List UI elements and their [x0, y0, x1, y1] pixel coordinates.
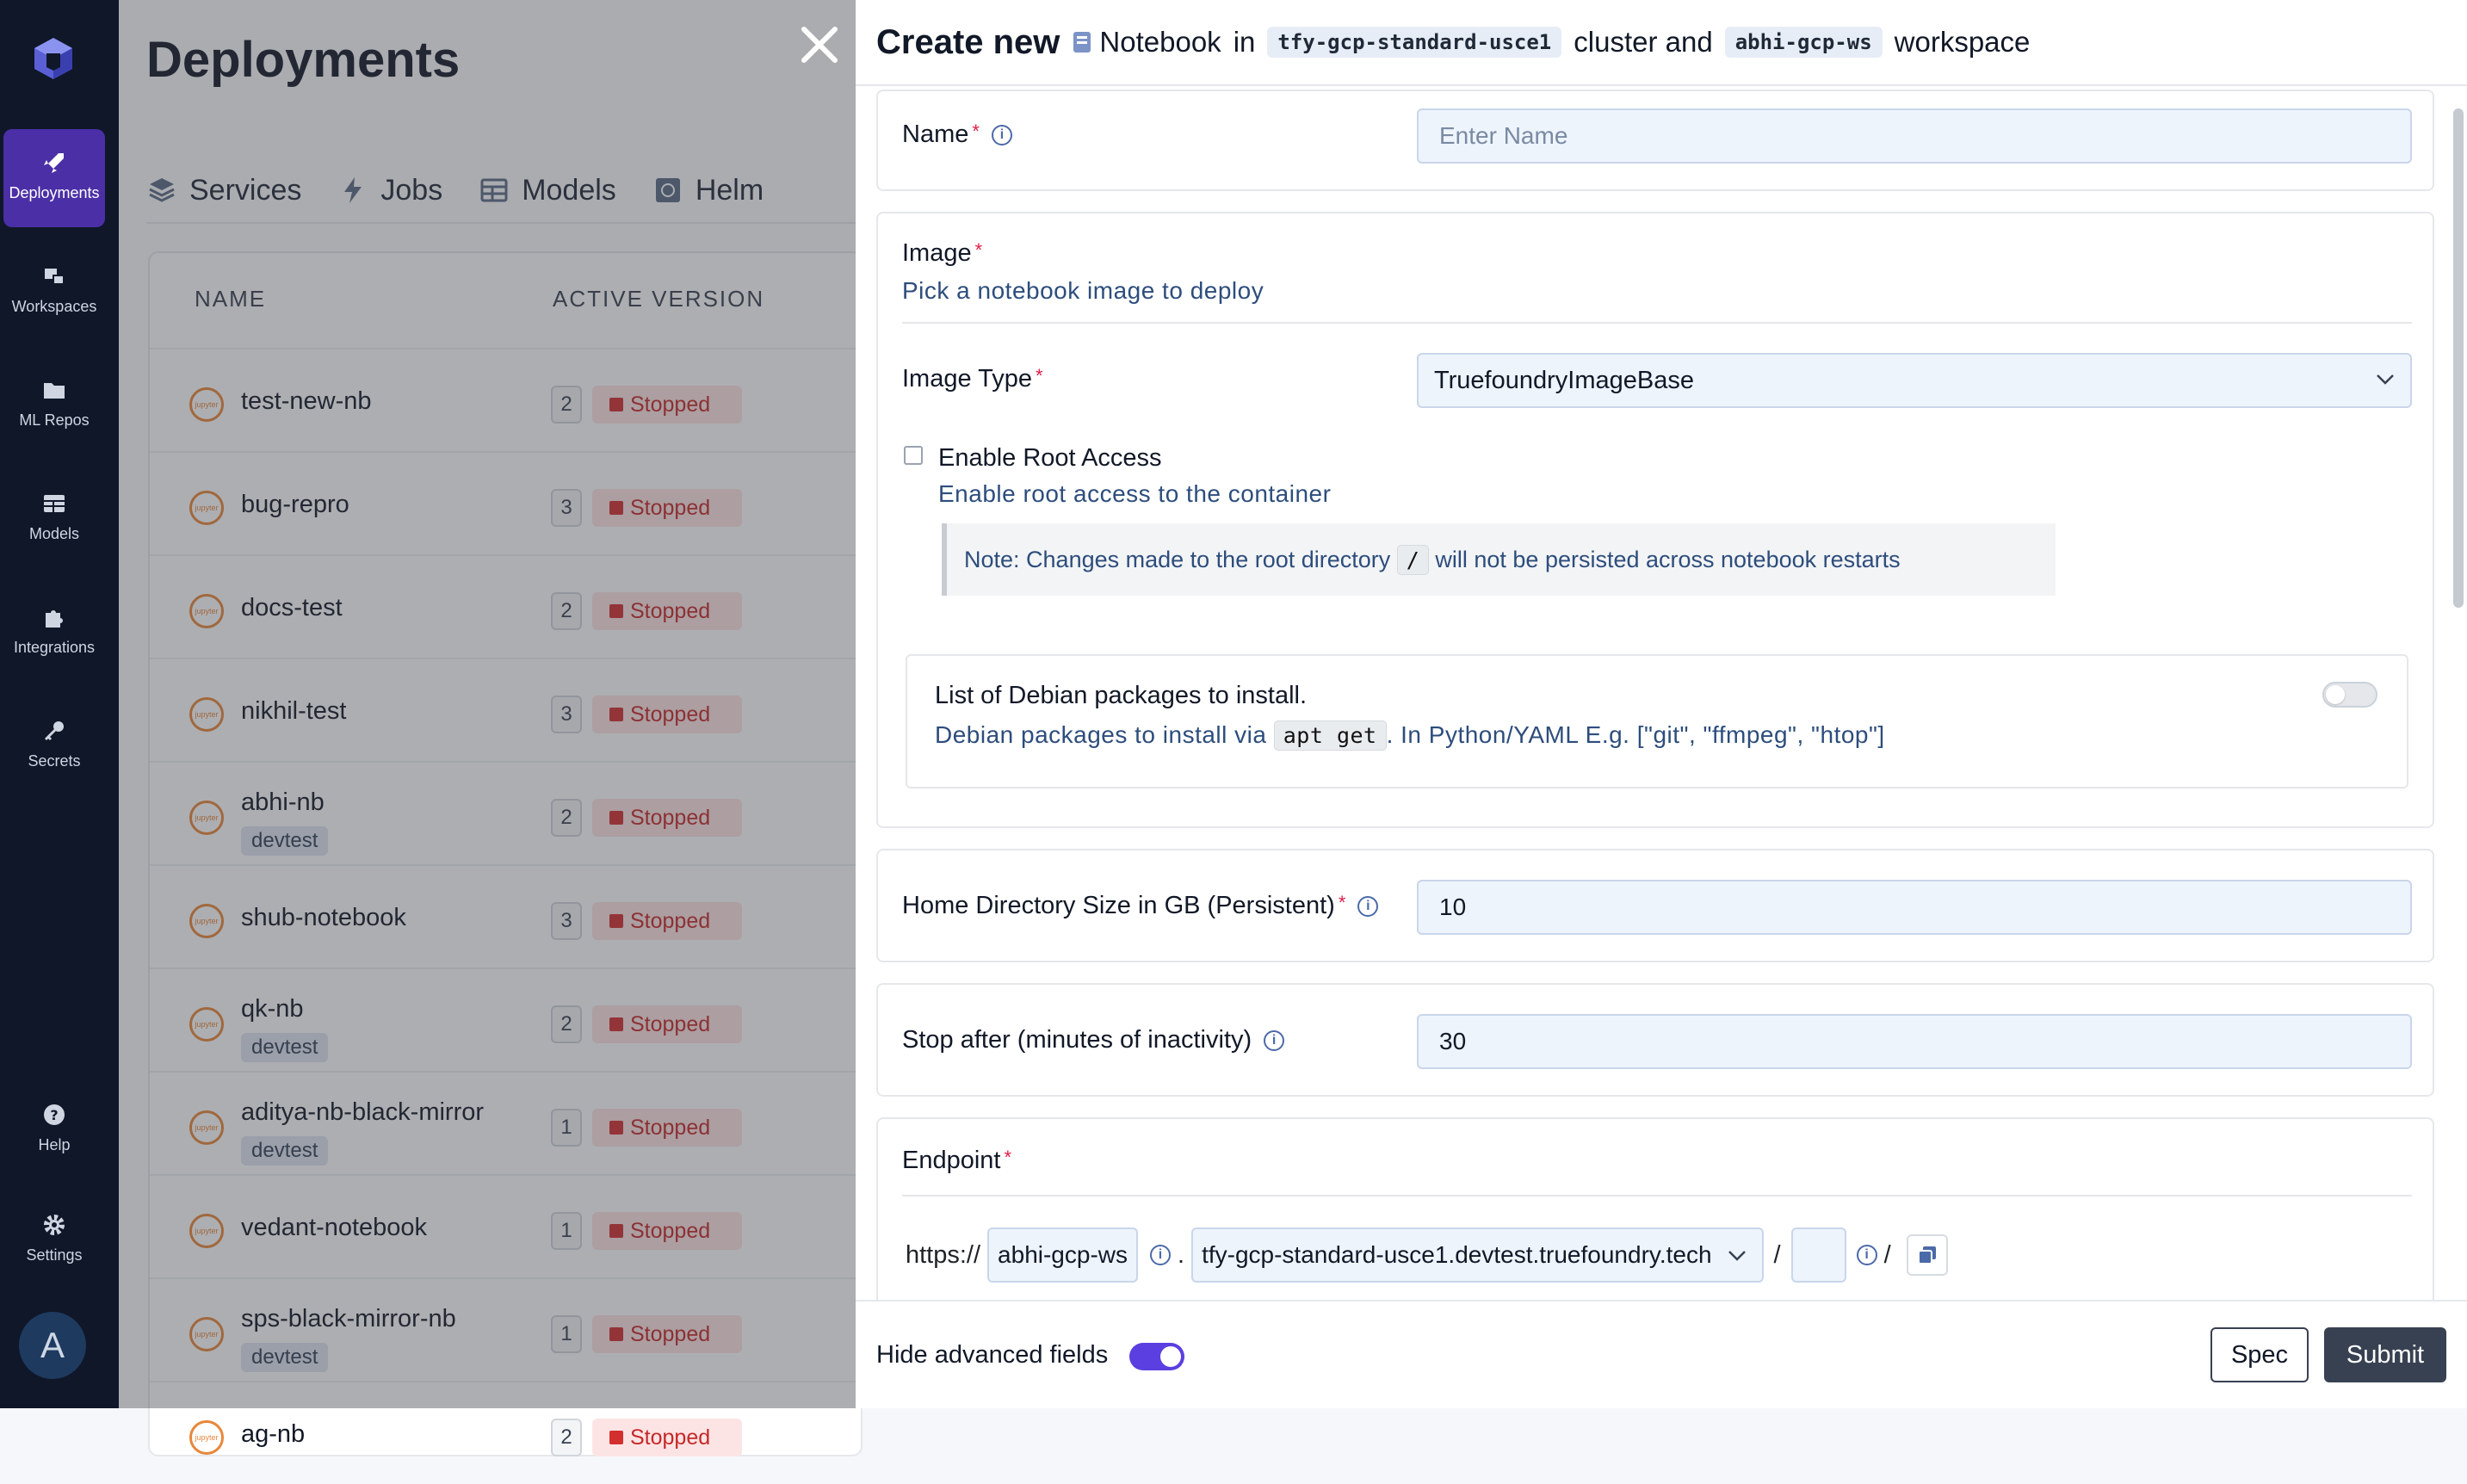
version-badge: 2 [551, 386, 582, 424]
deployment-name[interactable]: qk-nb [241, 995, 304, 1023]
hide-advanced-toggle[interactable] [1129, 1343, 1184, 1370]
sidebar-item-integrations[interactable] [3, 584, 105, 682]
home-directory-input[interactable]: 10 [1417, 880, 2412, 935]
key-icon [41, 718, 67, 744]
status-badge: Stopped [592, 489, 742, 527]
info-icon[interactable]: i [992, 125, 1012, 145]
gear-icon [41, 1212, 67, 1238]
jupyter-icon: jupyter [189, 801, 224, 835]
env-tag: devtest [241, 1343, 328, 1372]
sidebar [0, 0, 119, 1408]
notebook-icon [1072, 30, 1092, 54]
jupyter-icon: jupyter [189, 904, 224, 938]
spec-button[interactable]: Spec [2210, 1327, 2309, 1382]
status-badge: Stopped [592, 1419, 742, 1456]
deployment-name[interactable]: shub-notebook [241, 904, 406, 931]
chevron-down-icon [2376, 374, 2395, 386]
endpoint-label: Endpoint * [902, 1147, 1012, 1174]
env-tag: devtest [241, 1136, 328, 1166]
status-badge: Stopped [592, 799, 742, 837]
sidebar-item-label: Deployments [9, 184, 100, 201]
scrollbar[interactable] [2453, 108, 2464, 608]
jupyter-icon: jupyter [189, 1420, 224, 1455]
jupyter-icon: jupyter [189, 1110, 224, 1145]
endpoint-host-input[interactable]: abhi-gcp-ws [987, 1227, 1138, 1283]
endpoint-scheme: https:// [906, 1240, 981, 1269]
sidebar-item-help[interactable] [3, 1081, 105, 1179]
debian-packages-card [906, 654, 2408, 788]
sidebar-item-label: Secrets [28, 752, 81, 770]
copy-icon [1916, 1244, 1938, 1266]
avatar[interactable]: A [19, 1312, 86, 1379]
version-badge: 3 [551, 902, 582, 940]
sidebar-item-workspaces[interactable] [3, 243, 105, 341]
image-description: Pick a notebook image to deploy [902, 277, 1264, 304]
version-badge: 3 [551, 489, 582, 527]
version-badge: 1 [551, 1315, 582, 1353]
jupyter-icon: jupyter [189, 387, 224, 422]
column-header-active-version[interactable]: ACTIVE VERSION [553, 286, 765, 312]
endpoint-dot: . [1178, 1240, 1185, 1269]
svg-text:?: ? [50, 1107, 59, 1123]
deployments-page [119, 0, 857, 1450]
status-badge: Stopped [592, 696, 742, 733]
endpoint-row [906, 1227, 1948, 1283]
status-badge: Stopped [592, 1005, 742, 1043]
copy-endpoint-button[interactable] [1907, 1234, 1948, 1276]
jupyter-icon: jupyter [189, 1317, 224, 1351]
image-label: Image * [902, 239, 983, 267]
image-divider [902, 322, 2412, 324]
endpoint-trailing-slash: / [1883, 1240, 1891, 1269]
chevron-down-icon [1728, 1250, 1747, 1262]
jupyter-icon: jupyter [189, 491, 224, 525]
truefoundry-logo-icon[interactable] [29, 34, 77, 83]
hide-advanced-label: Hide advanced fields [876, 1341, 1109, 1369]
sidebar-item-label: Settings [26, 1246, 83, 1264]
tab-services[interactable]: Services [146, 160, 301, 220]
status-badge: Stopped [592, 1315, 742, 1353]
debian-code: apt get [1274, 720, 1387, 751]
workspaces-icon [41, 263, 67, 289]
info-icon[interactable]: i [1150, 1245, 1171, 1265]
env-tag: devtest [241, 826, 328, 856]
sidebar-item-deployments[interactable] [3, 129, 105, 227]
jupyter-icon: jupyter [189, 1007, 224, 1042]
deployment-name[interactable]: sps-black-mirror-nb [241, 1305, 456, 1333]
version-badge: 3 [551, 696, 582, 733]
stop-after-input[interactable]: 30 [1417, 1014, 2412, 1069]
folder-icon [41, 377, 67, 403]
note-code: / [1397, 545, 1429, 575]
env-tag: devtest [241, 1033, 328, 1062]
name-label: Name * i [902, 121, 1012, 149]
rocket-icon [41, 150, 67, 176]
sidebar-item-ml-repos[interactable] [3, 356, 105, 454]
column-header-name[interactable]: NAME [195, 286, 267, 312]
sidebar-item-secrets[interactable] [3, 697, 105, 795]
debian-packages-description: Debian packages to install via apt get . In Python/YAML E.g. ["git", "ffmpeg", "htop"] [935, 721, 1885, 749]
cluster-chip: tfy-gcp-standard-usce1 [1267, 27, 1561, 58]
status-badge: Stopped [592, 592, 742, 630]
deployment-name[interactable]: aditya-nb-black-mirror [241, 1098, 485, 1126]
modal-backdrop[interactable] [119, 0, 976, 1408]
endpoint-divider [902, 1195, 2412, 1196]
version-badge: 1 [551, 1212, 582, 1250]
tab-helm[interactable]: Helm [652, 160, 764, 220]
sidebar-item-label: ML Repos [19, 411, 90, 429]
drawer-footer [856, 1300, 2467, 1408]
workspace-chip: abhi-gcp-ws [1725, 27, 1883, 58]
name-section [876, 90, 2434, 191]
version-badge: 2 [551, 799, 582, 837]
header-text-in: in [1233, 26, 1256, 58]
home-directory-label: Home Directory Size in GB (Persistent) * i [902, 892, 1378, 920]
deployment-name[interactable]: ag-nb [241, 1420, 306, 1448]
jupyter-icon: jupyter [189, 594, 224, 628]
image-type-value: TruefoundryImageBase [1434, 367, 1694, 394]
puzzle-icon [41, 604, 67, 630]
drawer-header [856, 0, 2467, 86]
debian-packages-title: List of Debian packages to install. [935, 682, 1308, 709]
name-input[interactable]: Enter Name [1417, 108, 2412, 164]
version-badge: 2 [551, 592, 582, 630]
image-type-label: Image Type * [902, 365, 1043, 393]
jupyter-icon: jupyter [189, 697, 224, 732]
endpoint-domain-select[interactable]: tfy-gcp-standard-usce1.devtest.truefoundry.tech [1191, 1227, 1763, 1283]
sidebar-item-models[interactable] [3, 470, 105, 568]
debian-packages-toggle[interactable] [2322, 682, 2377, 708]
deployment-name[interactable]: docs-test [241, 594, 343, 621]
status-badge: Stopped [592, 1212, 742, 1250]
sidebar-item-settings[interactable] [3, 1191, 105, 1289]
info-icon[interactable]: i [1357, 896, 1378, 917]
deployment-name[interactable]: abhi-nb [241, 788, 325, 816]
stop-after-label: Stop after (minutes of inactivity) i [902, 1026, 1284, 1054]
sidebar-item-label: Integrations [13, 639, 96, 656]
deployment-name[interactable]: test-new-nb [241, 387, 372, 415]
status-badge: Stopped [592, 386, 742, 424]
status-badge: Stopped [592, 1109, 742, 1147]
drawer-title: Create new [876, 22, 1060, 61]
tab-jobs[interactable]: Jobs [337, 160, 442, 220]
root-access-label[interactable]: Enable Root Access [938, 444, 1162, 472]
root-access-checkbox[interactable] [904, 446, 923, 465]
version-badge: 2 [551, 1419, 582, 1456]
deployment-name[interactable]: nikhil-test [241, 697, 347, 725]
sidebar-item-label: Models [28, 525, 80, 542]
submit-button[interactable]: Submit [2324, 1327, 2446, 1382]
stop-after-section [876, 983, 2434, 1097]
info-icon[interactable]: i [1264, 1030, 1284, 1051]
deployment-name[interactable]: bug-repro [241, 491, 349, 518]
deployment-name[interactable]: vedant-notebook [241, 1214, 428, 1241]
version-badge: 2 [551, 1005, 582, 1043]
version-badge: 1 [551, 1109, 582, 1147]
endpoint-path-input[interactable] [1791, 1227, 1846, 1283]
tab-models[interactable]: Models [479, 160, 616, 220]
close-icon[interactable] [797, 22, 842, 67]
image-type-select[interactable] [1417, 353, 2412, 408]
root-access-note: Note: Changes made to the root directory / will not be persisted across notebook restarts [942, 523, 2056, 596]
header-text-workspace: workspace [1894, 26, 2031, 58]
root-access-description: Enable root access to the container [938, 480, 1332, 507]
info-icon[interactable]: i [1857, 1245, 1877, 1265]
status-badge: Stopped [592, 902, 742, 940]
sidebar-item-label: Workspaces [11, 298, 97, 315]
image-section [876, 212, 2434, 828]
grid-icon [41, 491, 67, 516]
home-directory-section [876, 849, 2434, 962]
header-text-cluster: cluster and [1574, 26, 1713, 58]
page-title: Deployments [146, 32, 461, 88]
help-icon [41, 1102, 67, 1128]
create-notebook-drawer [856, 0, 2467, 1408]
resource-type: Notebook [1099, 26, 1221, 58]
sidebar-item-label: Help [38, 1136, 71, 1153]
jupyter-icon: jupyter [189, 1214, 224, 1248]
endpoint-slash: / [1773, 1240, 1781, 1269]
